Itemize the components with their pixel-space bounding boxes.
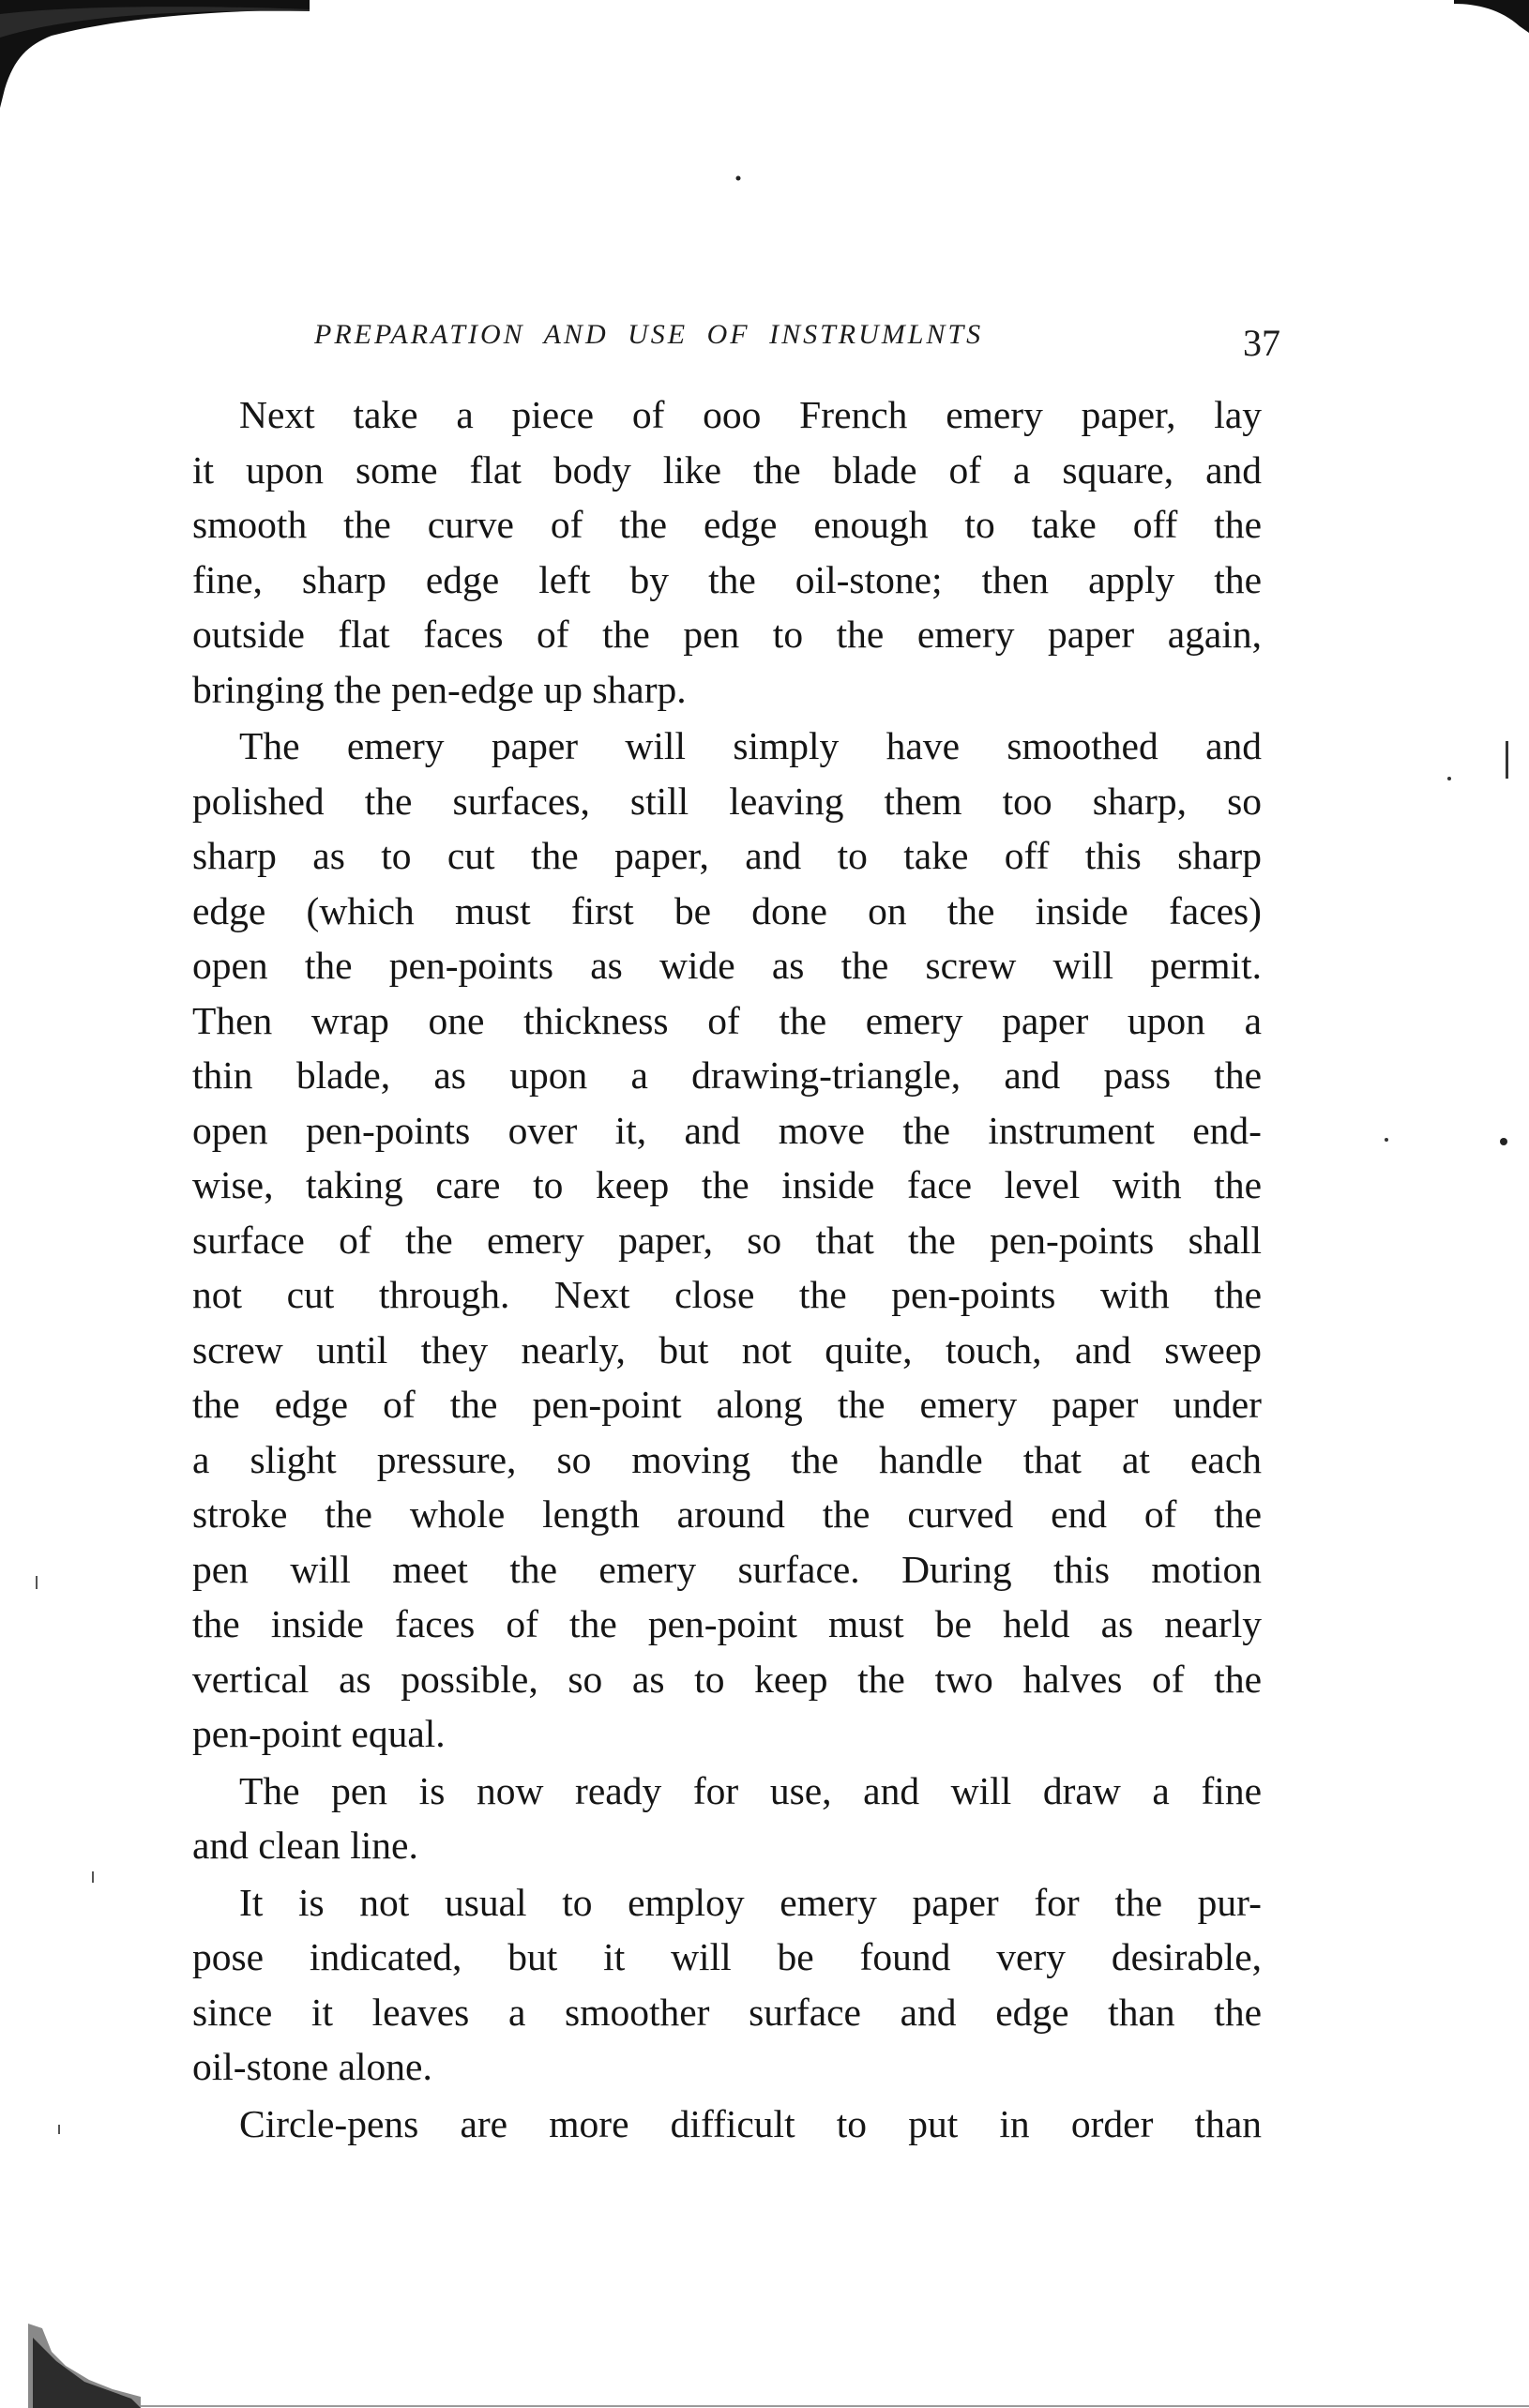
text-line: vertical as possible, so as to keep the two halves of the (192, 1657, 1262, 1701)
page-number: 37 (1243, 322, 1280, 364)
text-line: the inside faces of the pen-point must be held as nearly (192, 1602, 1262, 1645)
text-line: open pen-points over it, and move the instrument end- (192, 1108, 1262, 1152)
text-line: stroke the whole length around the curved end of the (192, 1492, 1262, 1536)
paragraph (192, 719, 1262, 1762)
text-line: sharp as to cut the paper, and to take off this sharp (192, 834, 1262, 877)
scan-edge-shadow-bottom (0, 2295, 1529, 2408)
text-line: pen-point equal. (192, 1712, 446, 1755)
text-line: It is not usual to employ emery paper for the pur- (239, 1880, 1262, 1924)
text-line: fine, sharp edge left by the oil-stone; then apply the (192, 557, 1262, 601)
text-line: surface of the emery paper, so that the pen-points shall (192, 1218, 1262, 1262)
text-line: not cut through. Next close the pen-points with the (192, 1273, 1262, 1316)
text-line: it upon some flat body like the blade of a square, and (192, 447, 1262, 492)
text-line: and clean line. (192, 1824, 418, 1867)
text-line: Then wrap one thickness of the emery paper upon a (192, 998, 1262, 1042)
paragraph (192, 1875, 1262, 2095)
running-head (192, 319, 1280, 375)
text-line: screw until they nearly, but not quite, touch, and sweep (192, 1327, 1262, 1371)
text-line: a slight pressure, so moving the handle that at each (192, 1437, 1262, 1481)
text-line: pose indicated, but it will be found very desirable, (192, 1935, 1262, 1978)
text-line: Next take a piece of ooo French emery paper, lay (239, 393, 1262, 436)
paragraph (192, 2097, 1262, 2152)
text-line: The emery paper will simply have smoothed and (239, 724, 1262, 767)
text-line: thin blade, as upon a drawing-triangle, and pass the (192, 1053, 1262, 1097)
text-line: pen will meet the emery surface. During this motion (192, 1547, 1262, 1591)
text-line: edge (which must first be done on the inside faces) (192, 888, 1262, 932)
text-line: wise, taking care to keep the inside face level with the (192, 1163, 1262, 1206)
running-head-title: PREPARATION AND USE OF INSTRUMLNTS (314, 319, 984, 350)
text-line: since it leaves a smoother surface and edge than the (192, 1990, 1262, 2034)
text-line: The pen is now ready for use, and will draw a fine (239, 1768, 1262, 1812)
text-line: bringing the pen-edge up sharp. (192, 667, 687, 711)
text-line: smooth the curve of the edge enough to take off the (192, 503, 1262, 546)
body-text (192, 387, 1262, 2153)
text-line: outside flat faces of the pen to the emery paper again, (192, 613, 1262, 656)
paragraph (192, 387, 1262, 717)
text-line: open the pen-points as wide as the screw will permit. (192, 944, 1262, 987)
text-line: polished the surfaces, still leaving them too sharp, so (192, 779, 1262, 823)
text-line: Circle-pens are more difficult to put in order than (239, 2101, 1262, 2145)
paragraph (192, 1764, 1262, 1873)
text-line: the edge of the pen-point along the emery paper under (192, 1383, 1262, 1426)
text-line: oil-stone alone. (192, 2045, 432, 2088)
